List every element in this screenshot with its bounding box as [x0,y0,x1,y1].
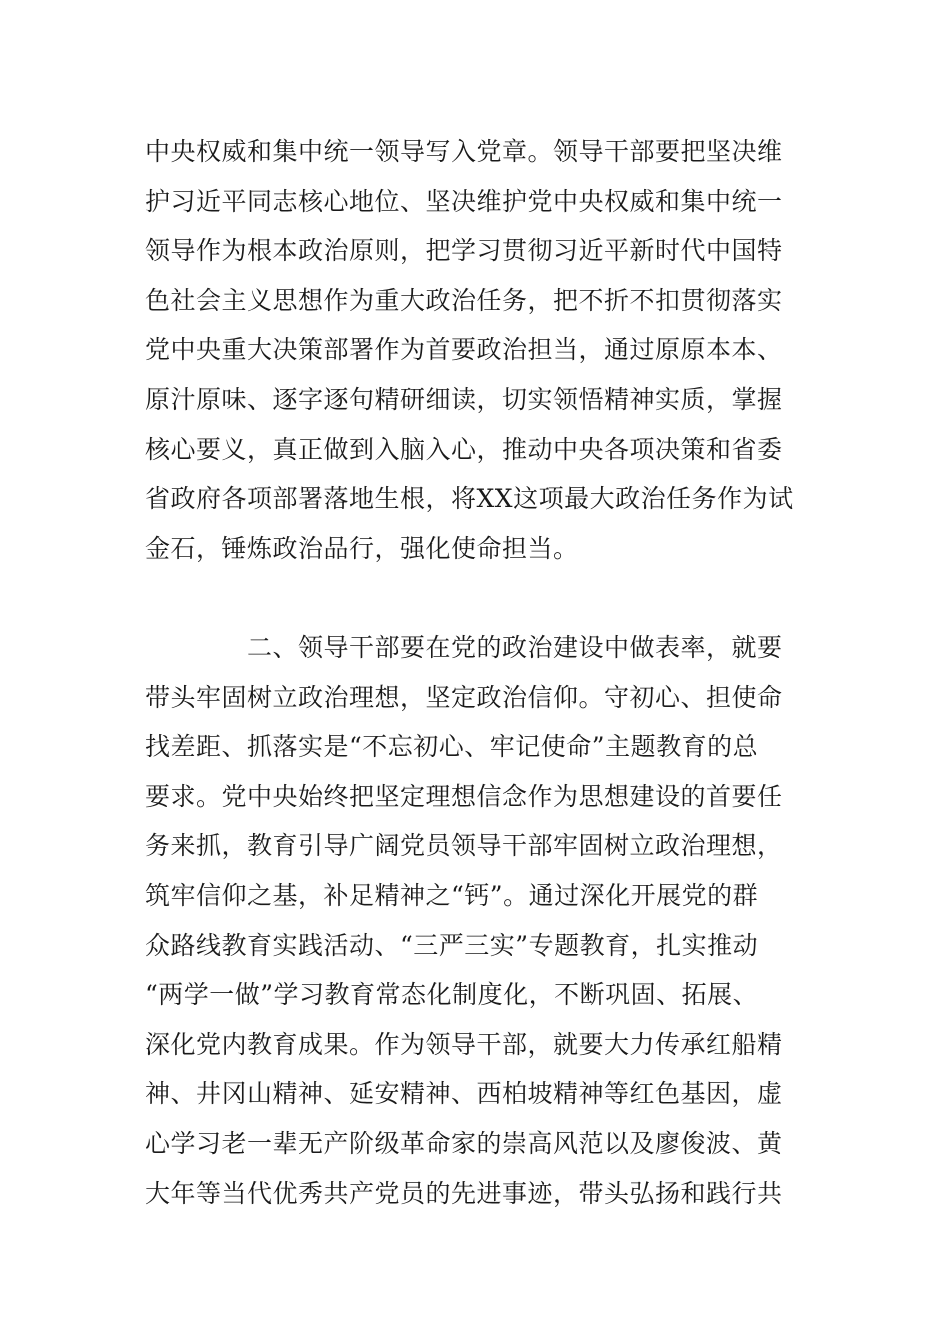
paragraph-line: 色社会主义思想作为重大政治任务，把不折不扣贯彻落实 [145,285,783,315]
paragraph-line: 务来抓，教育引导广阔党员领导干部牢固树立政治理想， [145,831,783,861]
paragraph-line: 神、井冈山精神、延安精神、西柏坡精神等红色基因，虚 [145,1079,783,1109]
paragraph-line: 要求。党中央始终把坚定理想信念作为思想建设的首要任 [145,781,783,811]
paragraph-line: 党中央重大决策部署作为首要政治担当，通过原原本本、 [145,335,783,365]
paragraph-line: 金石，锤炼政治品行，强化使命担当。 [145,533,579,563]
paragraph-line: 核心要义，真正做到入脑入心，推动中央各项决策和省委 [145,434,783,464]
paragraph-first-line: 二、领导干部要在党的政治建设中做表率，就要 [247,633,783,662]
paragraph-line: 领导作为根本政治原则，把学习贯彻习近平新时代中国特 [145,236,783,266]
paragraph-line: “两学一做”学习教育常态化制度化，不断巩固、拓展、 [145,980,759,1010]
paragraph-line: 省政府各项部署落地生根，将XX这项最大政治任务作为试 [145,484,794,514]
body-paragraph-1 [145,127,810,573]
body-paragraph-2 [145,623,810,1218]
paragraph-line: 中央权威和集中统一领导写入党章。领导干部要把坚决维 [145,137,783,166]
paragraph-line: 原汁原味、逐字逐句精研细读，切实领悟精神实质，掌握 [145,384,783,414]
paragraph-line: 大年等当代优秀共产党员的先进事迹，带头弘扬和践行共 [145,1178,783,1208]
paragraph-line: 护习近平同志核心地位、坚决维护党中央权威和集中统一 [145,186,783,216]
paragraph-line: 筑牢信仰之基，补足精神之“钙”。通过深化开展党的群 [145,880,759,910]
paragraph-line: 众路线教育实践活动、“三严三实”专题教育，扎实推动 [145,930,759,960]
paragraph-line: 心学习老一辈无产阶级革命家的崇高风范以及廖俊波、黄 [145,1128,783,1158]
paragraph-line: 深化党内教育成果。作为领导干部，就要大力传承红船精 [145,1029,783,1059]
paragraph-line: 带头牢固树立政治理想，坚定政治信仰。守初心、担使命 [145,682,783,712]
paragraph-line: 找差距、抓落实是“不忘初心、牢记使命”主题教育的总 [145,732,759,762]
